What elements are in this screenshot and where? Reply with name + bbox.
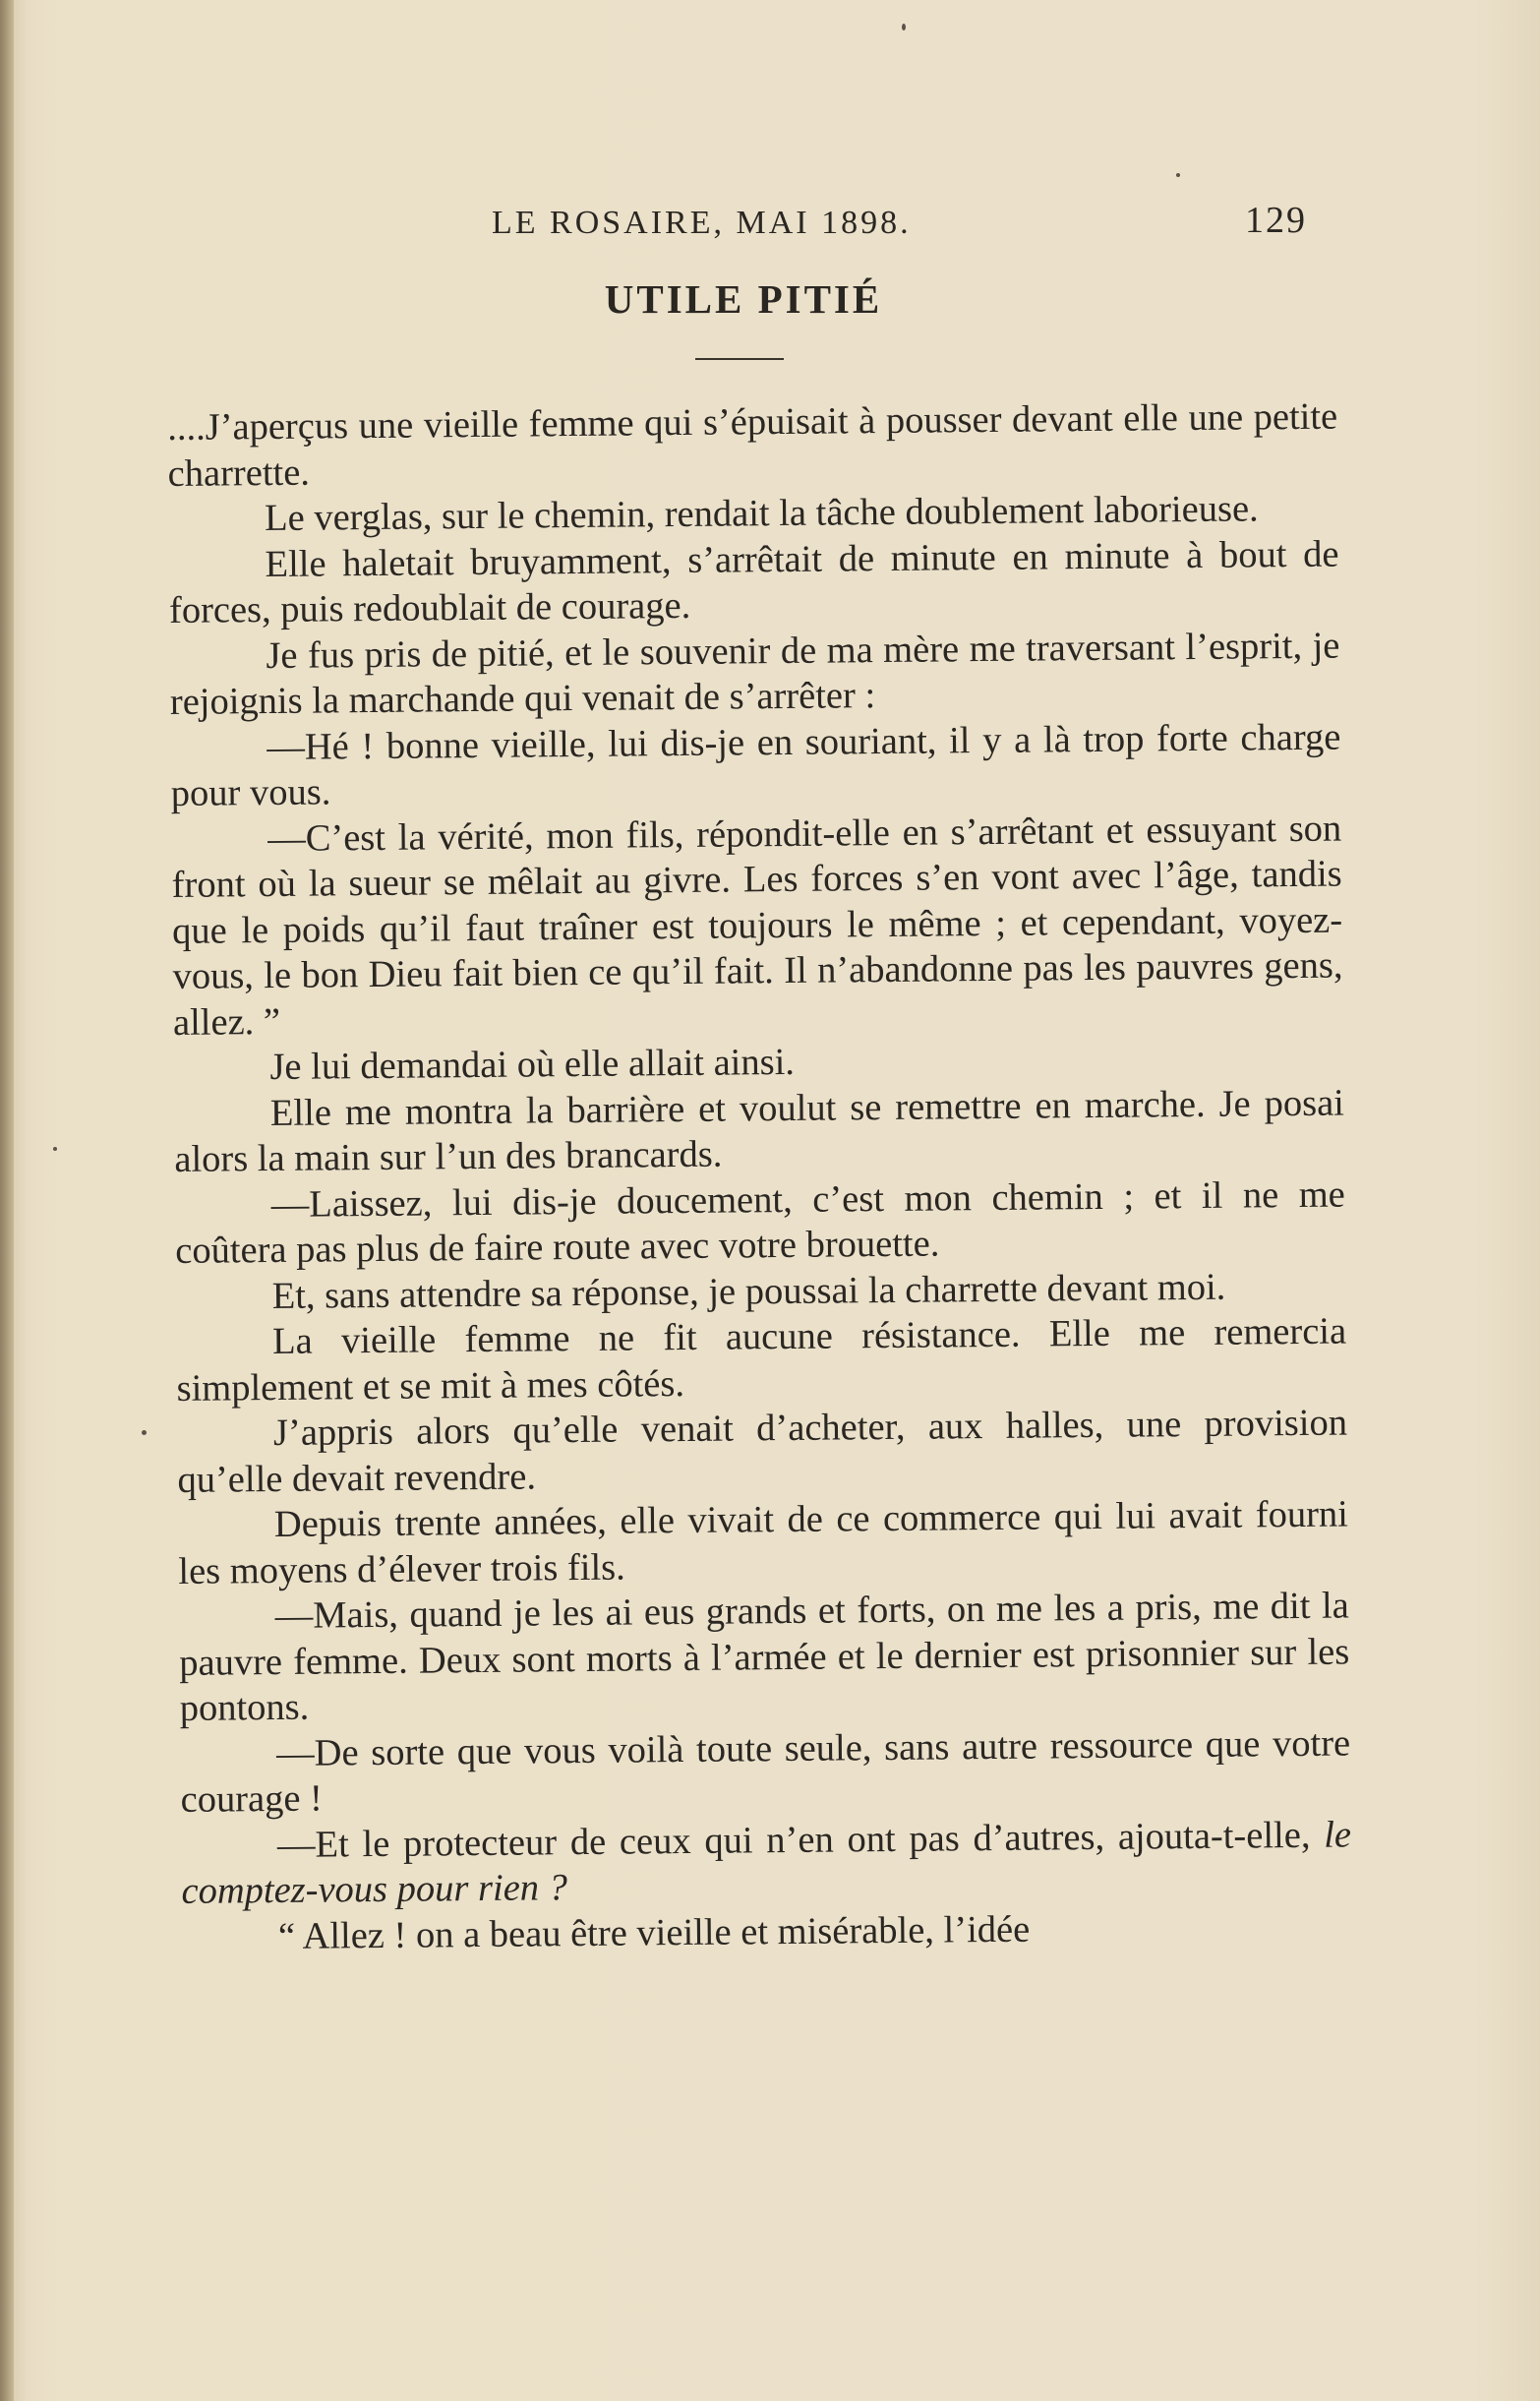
- running-head: LE ROSAIRE, MAI 1898.: [492, 205, 912, 241]
- title-rule: [695, 358, 784, 360]
- paragraph: Depuis trente années, elle vivait de ce commerce qui lui avait fourni les moyens d’élever trois fils.: [178, 1493, 1349, 1592]
- paragraph: [181, 1812, 1352, 1914]
- paper-speck: [142, 1430, 147, 1435]
- paragraph: —Mais, quand je les ai eus grands et forts, on me les a pris, me dit la pauvre femme. Deux sont morts à l’armée et le dernier est prisonnier sur les pontons.: [179, 1585, 1350, 1729]
- paper-speck: [1176, 173, 1180, 177]
- page-spine-edge: [0, 0, 14, 2401]
- article-body: [167, 394, 1352, 1960]
- paragraph: Je lui demandai où elle allait ainsi.: [269, 1041, 796, 1089]
- paragraph-italic: le comptez-vous pour rien ?: [181, 1814, 1352, 1912]
- paragraph: —Hé ! bonne vieille, lui dis-je en souriant, il y a là trop forte charge pour vous.: [170, 716, 1341, 814]
- paragraph-lead: —Et le protecteur de ceux qui n’en ont pas d’autres, ajouta-t-elle,: [276, 1814, 1311, 1866]
- page-number: 129: [1245, 200, 1307, 241]
- paragraph: Elle haletait bruyamment, s’arrêtait de minute en minute à bout de forces, puis redoublait de courage.: [168, 533, 1339, 631]
- paragraph: J’appris alors qu’elle venait d’acheter, aux halles, une provision qu’elle devait revendre.: [177, 1402, 1348, 1501]
- paragraph: Et, sans attendre sa réponse, je poussai la charrette devant moi.: [271, 1266, 1226, 1317]
- paragraph: —C’est la vérité, mon fils, répondit-elle en s’arrêtant et essuyant son front où la sueur se mêlait au givre. Les forces s’en vont avec l’âge, tandis que le poids qu’il faut traîner est toujours le même ; et cependant, voyez-vous, le bon Dieu fait bien ce qu’il fait. Il n’abandonne pas les pauvres gens, allez. ”: [171, 808, 1343, 1044]
- article-title: UTILE PITIÉ: [604, 276, 883, 322]
- paragraph: La vieille femme ne fit aucune résistance. Elle me remercia simplement et se mit à mes côtés.: [176, 1310, 1347, 1410]
- paragraph: —De sorte que vous voilà toute seule, sans autre ressource que votre courage !: [180, 1722, 1351, 1821]
- paragraph: Je fus pris de pitié, et le souvenir de ma mère me traversant l’esprit, je rejoignis la marchande qui venait de s’arrêter :: [169, 625, 1340, 723]
- paragraph: Le verglas, sur le chemin, rendait la tâche doublement laborieuse.: [264, 488, 1259, 540]
- closing-fragment: “ Allez ! on a beau être vieille et misérable, l’idée: [277, 1908, 1031, 1957]
- paper-speck: [902, 24, 906, 30]
- paragraph: ....J’aperçus une vieille femme qui s’épuisait à pousser devant elle une petite charrette.: [167, 395, 1338, 495]
- paper-speck: [53, 1147, 57, 1151]
- paragraph: Elle me montra la barrière et voulut se remettre en marche. Je posai alors la main sur l’un des brancards.: [174, 1082, 1345, 1180]
- paragraph: —Laissez, lui dis-je doucement, c’est mon chemin ; et il ne me coûtera pas plus de faire route avec votre brouette.: [175, 1173, 1345, 1272]
